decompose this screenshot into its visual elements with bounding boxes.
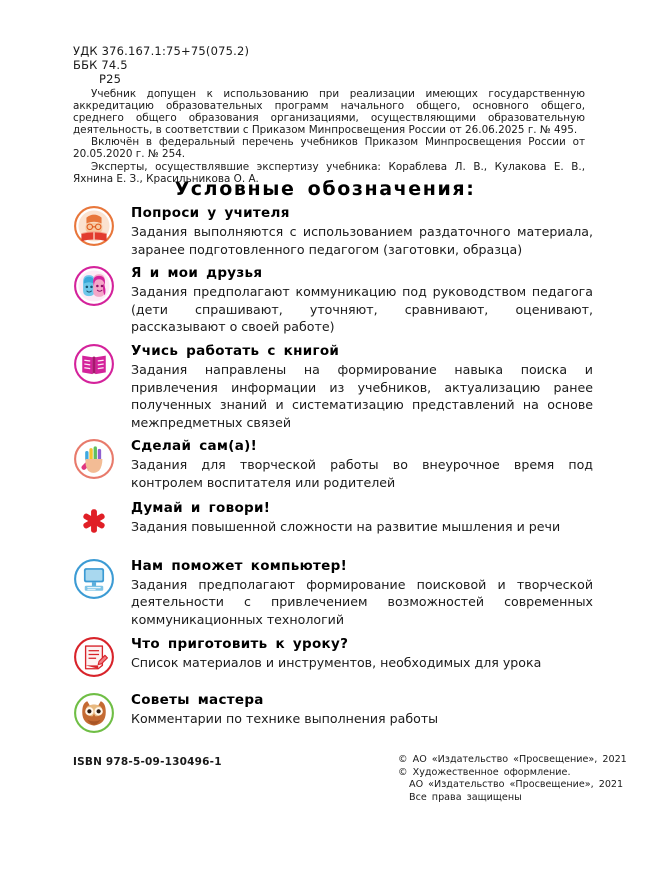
- copyright-line-design: © Художественное оформление.: [398, 766, 571, 778]
- copyright-line-rights-reserved: Все права защищены: [409, 791, 522, 803]
- legend-description: Задания предполагают формирование поисковой и творческой деятельности с привлечением возможностей современных коммуникационных технологий: [131, 576, 593, 627]
- legal-paragraph-federal-list: Включён в федеральный перечень учебников Приказом Минпросвещения России от 20.05.2020 г. № 254.: [73, 136, 585, 161]
- legend-text-block: [131, 634, 593, 672]
- legend-title: Думай и говори!: [131, 499, 271, 516]
- legend-item-think-and-speak: [73, 498, 593, 550]
- legend-title: Что приготовить к уроку?: [131, 636, 349, 653]
- shelf-sign: Р25: [99, 72, 122, 86]
- legend-text-block: [131, 498, 593, 536]
- copyright-line-design-publisher: АО «Издательство «Просвещение», 2021: [409, 779, 624, 791]
- legend-item-do-it-yourself: [73, 436, 593, 491]
- page-title: Условные обозначения:: [174, 178, 476, 200]
- legal-notice-block: [73, 88, 585, 185]
- legend-text-block: [131, 203, 593, 258]
- legend-description: Задания повышенной сложности на развитие мышления и речи: [131, 518, 561, 534]
- two-children-icon: [73, 263, 131, 315]
- red-asterisk-icon: [73, 498, 131, 550]
- legend-text-block: [131, 436, 593, 491]
- legal-paragraph-experts: Эксперты, осуществлявшие экспертизу учебника: Кораблева Л. В., Кулакова Е. В., Яхнина Е. З., Красильникова О. А.: [73, 160, 585, 185]
- legend-description: Задания выполняются с использованием раздаточного материала, заранее подготовленного педагогом (заготовки, образца): [131, 224, 593, 257]
- legend-text-block: [131, 263, 593, 336]
- legend-title: Нам поможет компьютер!: [131, 557, 348, 574]
- legend-description: Задания предполагают коммуникацию под руководством педагога (дети спрашивают, уточняют, сравнивают, оценивают, рассказывают о своей работе): [131, 284, 593, 335]
- isbn-number: ISBN 978-5-09-130496-1: [73, 756, 222, 768]
- legend-text-block: [131, 690, 593, 728]
- computer-icon: [73, 556, 131, 608]
- legend-text-block: [131, 556, 593, 629]
- checklist-pencil-icon: [73, 634, 131, 686]
- legend-title: Попроси у учителя: [131, 205, 290, 221]
- legend-item-work-with-book: [73, 341, 593, 431]
- legal-paragraph-accreditation: Учебник допущен к использованию при реализации имеющих государственную аккредитацию образовательных программ начального общего, основного общего, среднего общего образования организациями, осуществляющими образовательную деятельность, в соответствии с Приказом Минпросвещения России от 26.06.2025 г. № 495.: [73, 88, 585, 137]
- bbk-code: ББК 74.5: [73, 58, 128, 72]
- legend-text-block: [131, 341, 593, 431]
- legend-list: [73, 203, 593, 744]
- legend-title: Сделай сам(а)!: [131, 438, 258, 455]
- legend-title: Советы мастера: [131, 692, 264, 709]
- legend-item-lesson-materials: [73, 634, 593, 686]
- legend-item-master-advice: [73, 690, 593, 742]
- legend-description: Задания для творческой работы во внеурочное время под контролем воспитателя или родителей: [131, 457, 593, 490]
- owl-icon: [73, 690, 131, 742]
- legend-item-computer-helps: [73, 556, 593, 629]
- legend-description: Задания направлены на формирование навыка поиска и привлечения информации из учебников, актуализацию ранее полученных знаний и систематизацию представлений на основе межпредметных связей: [131, 361, 593, 430]
- open-book-icon: [73, 341, 131, 393]
- copyright-line-publisher: © АО «Издательство «Просвещение», 2021: [398, 754, 627, 765]
- colorful-hand-icon: [73, 436, 131, 488]
- copyright-block: [398, 754, 627, 804]
- legend-item-me-and-friends: [73, 263, 593, 336]
- legend-title: Учись работать с книгой: [131, 342, 340, 359]
- udk-code: УДК 376.167.1:75+75(075.2): [73, 44, 250, 58]
- legend-title: Я и мои друзья: [131, 265, 263, 282]
- legend-description: Список материалов и инструментов, необходимых для урока: [131, 655, 542, 671]
- bibliographic-codes: [73, 44, 249, 86]
- teacher-reading-icon: [73, 203, 131, 255]
- legend-description: Комментарии по технике выполнения работы: [131, 711, 439, 727]
- legend-item-ask-teacher: [73, 203, 593, 258]
